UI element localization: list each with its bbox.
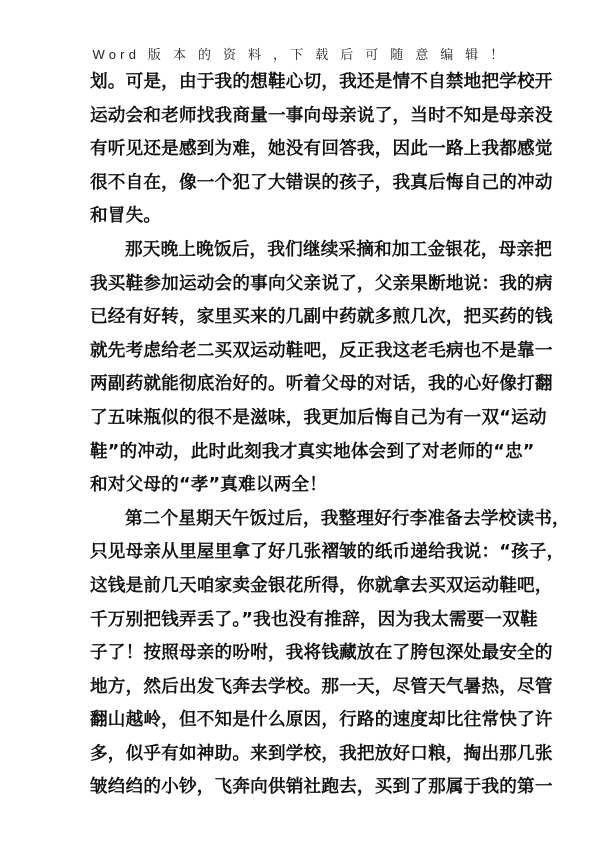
text-line: 第二个星期天午饭过后，我整理好行李准备去学校读书， bbox=[125, 508, 570, 529]
text-line: 和冒失。 bbox=[90, 206, 162, 227]
text-line: 翻山越岭，但不知是什么原因，行路的速度却比往常快了许 bbox=[90, 710, 553, 731]
text-line: 有听见还是感到为难，她没有回答我，因此一路上我都感觉 bbox=[90, 139, 553, 160]
text-line: 我买鞋参加运动会的事向父亲说了，父亲果断地说：我的病 bbox=[90, 273, 553, 294]
text-line: 皱绉绉的小钞，飞奔向供销社跑去，买到了那属于我的第一 bbox=[90, 777, 553, 798]
text-line: 多，似乎有如神助。来到学校，我把放好口粮，掏出那几张 bbox=[90, 743, 553, 764]
text-line: 地方，然后出发飞奔去学校。那一天，尽管天气暑热，尽管 bbox=[90, 676, 553, 697]
text-line: 就先考虑给老二买双运动鞋吧，反正我这老毛病也不是靠一 bbox=[90, 340, 553, 361]
text-line: 运动会和老师找我商量一事向母亲说了，当时不知是母亲没 bbox=[90, 105, 553, 126]
text-line: 这钱是前几天咱家卖金银花所得，你就拿去买双运动鞋吧， bbox=[90, 575, 553, 596]
text-line: 只见母亲从里屋里拿了好几张褶皱的纸币递给我说：“孩子， bbox=[90, 542, 565, 563]
text-line: 划。可是，由于我的想鞋心切，我还是情不自禁地把学校开 bbox=[90, 72, 553, 92]
text-line: 了五味瓶似的很不是滋味，我更加后悔自己为有一双“运动 bbox=[90, 407, 547, 428]
text-line: 那天晚上晚饭后，我们继续采摘和加工金银花，母亲把 bbox=[125, 239, 553, 260]
text-line: 和对父母的“孝”真难以两全！ bbox=[90, 475, 328, 496]
paragraph-2 bbox=[90, 234, 553, 503]
paragraph-1 bbox=[90, 66, 553, 234]
text-line: 两副药就能彻底治好的。听着父母的对话，我的心好像打翻 bbox=[90, 374, 553, 395]
text-line: 很不自在，像一个犯了大错误的孩子，我真后悔自己的冲动 bbox=[90, 172, 553, 193]
page-header: Word 版 本 的 资 料 ，下 载 后 可 随 意 编 辑 ！ bbox=[92, 47, 508, 62]
document-body bbox=[90, 66, 570, 805]
text-line: 千万别把钱弄丢了。”我也没有推辞，因为我太需要一双鞋 bbox=[90, 609, 538, 630]
text-line: 已经有好转，家里买来的几副中药就多煎几次，把买药的钱 bbox=[90, 307, 553, 328]
paragraph-3 bbox=[90, 503, 570, 805]
text-line: 子了！按照母亲的吩咐，我将钱藏放在了胯包深处最安全的 bbox=[90, 643, 553, 664]
text-line: 鞋”的冲动，此时此刻我才真实地体会到了对老师的“忠” bbox=[90, 441, 535, 462]
